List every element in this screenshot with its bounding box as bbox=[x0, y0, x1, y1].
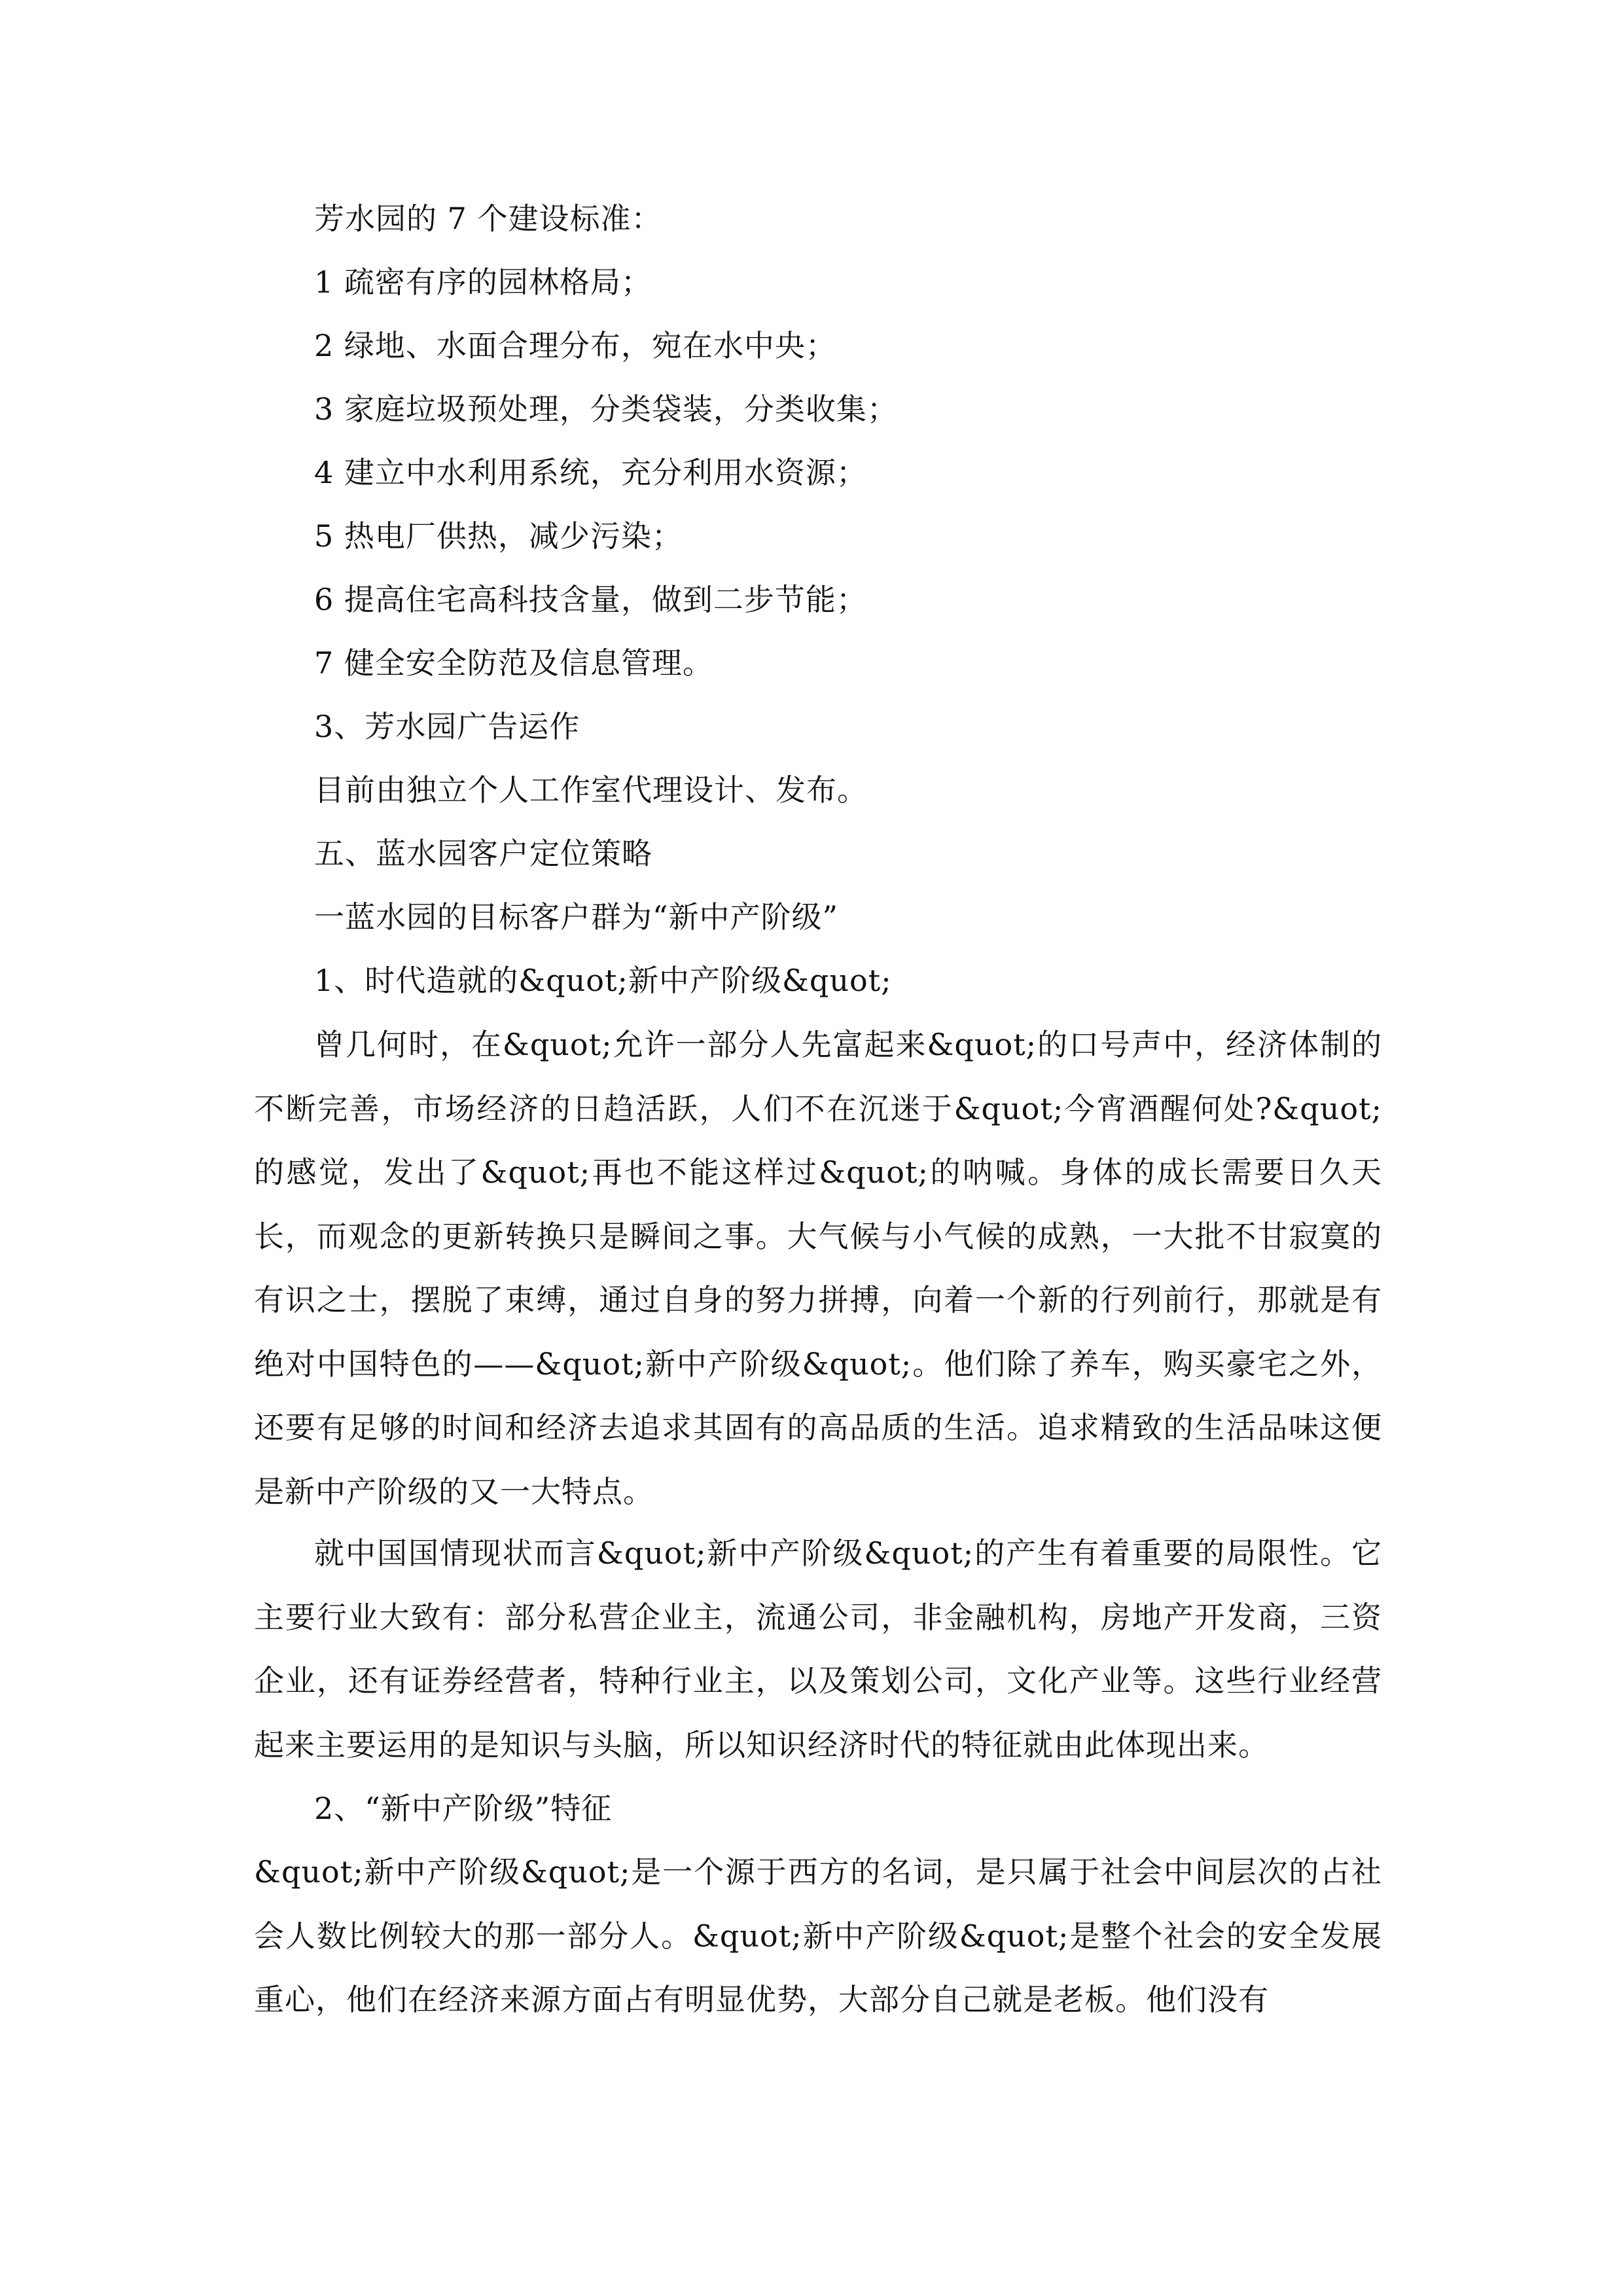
section-heading-customer-strategy: 五、蓝水园客户定位策略 bbox=[314, 836, 652, 871]
standard-item-4: 4 建立中水利用系统，充分利用水资源； bbox=[314, 455, 867, 490]
subheading-era: 1、时代造就的&quot;新中产阶级&quot; bbox=[314, 963, 892, 998]
standard-item-1: 1 疏密有序的园林格局； bbox=[314, 264, 652, 300]
target-customer-text: 一蓝水园的目标客户群为“新中产阶级” bbox=[314, 899, 839, 935]
standard-item-3: 3 家庭垃圾预处理，分类袋装，分类收集； bbox=[314, 391, 898, 427]
section-heading-advertising: 3、芳水园广告运作 bbox=[314, 709, 580, 744]
standard-item-7: 7 健全安全防范及信息管理。 bbox=[314, 645, 713, 681]
paragraph-features: &quot;新中产阶级&quot;是一个源于西方的名词，是只属于社会中间层次的占社会人数比例较大的那一部分人。&quot;新中产阶级&quot;是整个社会的安全发展重心，他们在经济来源方面占有明显优势，大部分自己就是老板。他们没有 bbox=[254, 1854, 1382, 2017]
standard-item-6: 6 提高住宅高科技含量，做到二步节能； bbox=[314, 582, 867, 617]
standard-item-5: 5 热电厂供热，减少污染； bbox=[314, 518, 683, 554]
subheading-features: 2、“新中产阶级”特征 bbox=[314, 1791, 613, 1826]
paragraph-industries: 就中国国情现状而言&quot;新中产阶级&quot;的产生有着重要的局限性。它主要行业大致有：部分私营企业主，流通公司，非金融机构，房地产开发商，三资企业，还有证券经营者，特种行业主，以及策划公司，文化产业等。这些行业经营起来主要运用的是知识与头脑，所以知识经济时代的特征就由此体现出来。 bbox=[254, 1535, 1382, 1763]
standards-heading: 芳水园的 7 个建设标准： bbox=[314, 201, 662, 236]
advertising-text: 目前由独立个人工作室代理设计、发布。 bbox=[314, 772, 868, 808]
paragraph-history: 曾几何时，在&quot;允许一部分人先富起来&quot;的口号声中，经济体制的不断完善，市场经济的日趋活跃，人们不在沉迷于&quot;今宵酒醒何处?&quot;的感觉，发出了&quot;再也不能这样过&quot;的呐喊。身体的成长需要日久天长，而观念的更新转换只是瞬间之事。大气候与小气候的成熟，一大批不甘寂寞的有识之士，摆脱了束缚，通过自身的努力拼搏，向着一个新的行列前行，那就是有绝对中国特色的——&quot;新中产阶级&quot;。他们除了养车，购买豪宅之外，还要有足够的时间和经济去追求其固有的高品质的生活。追求精致的生活品味这便是新中产阶级的又一大特点。 bbox=[254, 1027, 1382, 1509]
standard-item-2: 2 绿地、水面合理分布，宛在水中央； bbox=[314, 328, 836, 363]
